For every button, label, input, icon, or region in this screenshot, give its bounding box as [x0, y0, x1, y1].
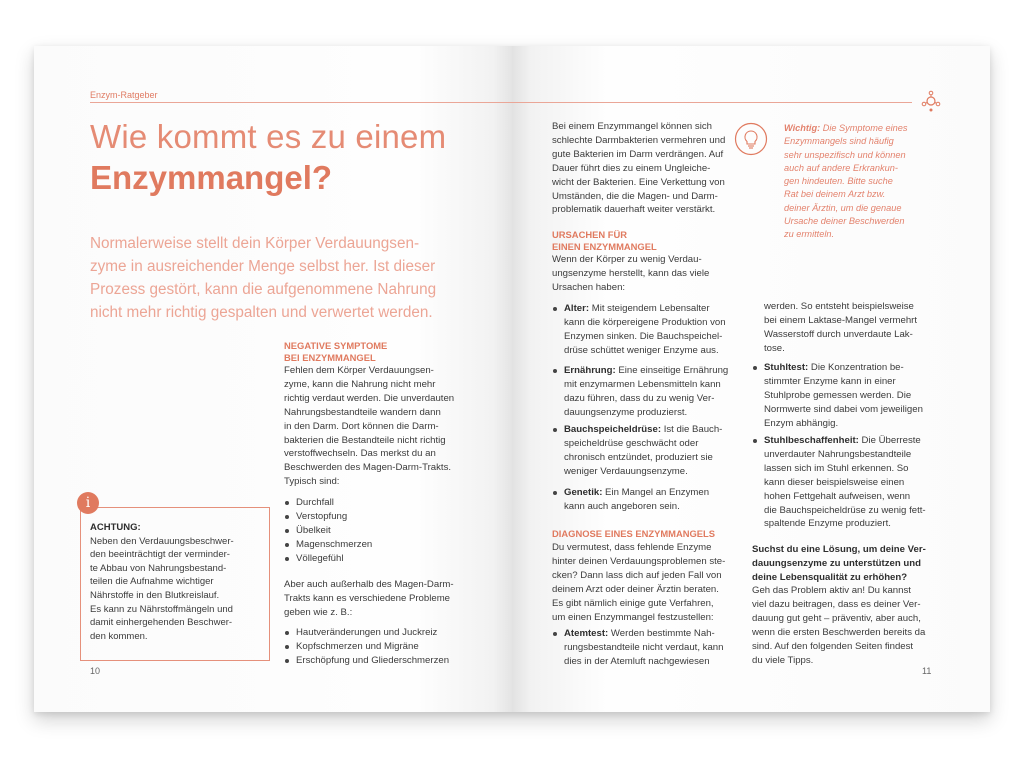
cause-label: Alter: [564, 303, 590, 314]
other-problems-list [284, 626, 449, 668]
text-line: Die Symptome eines [820, 123, 908, 133]
text-line: bei einem Laktase-Mangel vermehrt [764, 314, 918, 326]
text-line: die Bauchspeicheldrüse zu wenig fett- [764, 504, 926, 516]
text-line: Nährstoffe in den Blutkreislauf. [90, 589, 220, 601]
text-line: Ist die Bauch- [661, 424, 723, 435]
running-title: Enzym-Ratgeber [90, 90, 158, 100]
text-line: geben wie z. B.: [284, 606, 353, 618]
text-line: den kommen. [90, 630, 148, 642]
intro-text [552, 120, 725, 217]
text-line: Fehlen dem Körper Verdauungsen- [284, 365, 434, 376]
text-line: sind. Auf den folgenden Seiten findest [752, 640, 914, 652]
diagnosis-heading: DIAGNOSE EINES ENZYMMANGELS [552, 528, 716, 539]
text-line: mit enzymarmen Lebensmitteln kann [564, 378, 721, 390]
test-label: Atemtest: [564, 628, 609, 639]
text-line: kann auch angeboren sein. [564, 500, 680, 512]
text-line: Umständen, die die Magen- und Darm- [552, 190, 718, 202]
stuhlbeschaffenheit-item [752, 434, 926, 531]
text-line: deine Lebensqualität zu erhöhen? [752, 571, 908, 583]
text-line: kann die körpereigene Produktion von [564, 316, 726, 328]
text-line: Typisch sind: [284, 476, 340, 488]
text-line: Trakts kann es verschiedene Probleme [284, 592, 451, 604]
text-line: Ursache deiner Beschwerden [784, 216, 905, 227]
text-line: viel dazu beitragen, dass es deiner Ver- [752, 598, 921, 610]
page-number-right: 11 [922, 666, 932, 676]
text-line: dies in der Atemluft nachgewiesen [564, 655, 710, 667]
list-item: Übelkeit [284, 524, 372, 538]
text-line: Bei einem Enzymmangel können sich [552, 121, 712, 132]
text-line: Werden bestimmte Nah- [608, 628, 715, 639]
text-line: Enzymmangels sind häufig [784, 136, 894, 147]
intro-line: Prozess gestört, kann die aufgenommene Nahrung [90, 281, 437, 298]
text-line: bakterien die Bestandteile nicht richtig [284, 434, 446, 446]
text-line: Neben den Verdauungsbeschwer- [90, 535, 234, 547]
text-line: Stuhlprobe gemessen werden. Die [764, 389, 912, 401]
text-line: Normwerte sind dabei vom jeweiligen [764, 403, 923, 415]
text-line: weniger Verdauungsenzyme. [564, 465, 688, 477]
text-line: gen hindeuten. Bitte suche [784, 176, 893, 187]
page-title-line1: Wie kommt es zu einem [90, 118, 447, 155]
text-line: Rat bei deinem Arzt bzw. [784, 189, 886, 200]
closing-text [752, 584, 925, 667]
text-line: Wenn der Körper zu wenig Verdau- [552, 254, 702, 265]
atemtest-continued [764, 300, 917, 356]
list-item: Erschöpfung und Gliederschmerzen [284, 654, 449, 668]
text-line: dauungsenzyme produzierst. [564, 406, 688, 418]
text-line: Ein Mangel an Enzymen [602, 487, 710, 498]
list-item: Verstopfung [284, 510, 372, 524]
text-line: te Abbau von Nahrungsbestand- [90, 562, 227, 574]
symptoms-text [284, 364, 454, 489]
text-line: damit einhergehenden Beschwer- [90, 617, 233, 629]
text-line: Wasserstoff durch unverdaute Lak- [764, 328, 913, 340]
text-line: teilen die Aufnahme wichtiger [90, 576, 214, 588]
text-line: Aber auch außerhalb des Magen-Darm- [284, 579, 454, 590]
text-line: dauungsenzyme zu unterstützen und [752, 557, 921, 569]
text-line: Es kann zu Nährstoffmängeln und [90, 603, 233, 615]
list-item: Kopfschmerzen und Migräne [284, 640, 449, 654]
heading-line: EINEN ENZYMMANGEL [552, 241, 657, 252]
text-line: Eine einseitige Ernährung [615, 365, 729, 376]
symptoms-heading [284, 340, 387, 364]
text-line: Enzymen sinken. Die Bauchspeichel- [564, 330, 723, 342]
text-line: spaltende Enzyme produziert. [764, 518, 891, 530]
text-line: sehr unspezifisch und können [784, 149, 906, 160]
text-line: deiner Ärztin, um die genaue [784, 202, 902, 213]
stuhltest-item [752, 361, 923, 431]
text-line: hohen Fettgehalt aufweisen, wenn [764, 490, 911, 502]
note-label: Wichtig: [784, 123, 821, 133]
cause-label: Bauchspeicheldrüse: [564, 424, 662, 435]
intro-paragraph [90, 232, 462, 324]
text-line: Du vermutest, dass fehlende Enzyme [552, 542, 712, 553]
text-line: drüse schüttet weniger Enzyme aus. [564, 344, 719, 356]
text-line: Nahrungsbestandteile wandern dann [284, 406, 441, 418]
warning-title: ACHTUNG: [90, 522, 141, 533]
text-line: Die Konzentration be- [808, 362, 904, 373]
text-line: hinter deinen Verdauungsproblemen ste- [552, 555, 726, 567]
page-number-left: 10 [90, 666, 101, 676]
text-line: Die Überreste [858, 435, 921, 446]
text-line: gute Bakterien im Darm verdrängen. Auf [552, 148, 724, 160]
text-line: ungsenzyme herstellt, kann das viele [552, 267, 710, 279]
text-line: Dauer führt dies zu einem Ungleiche- [552, 162, 711, 174]
text-line: schlechte Darmbakterien vermehren und [552, 134, 726, 146]
text-line: rungsbestandteile nicht verdaut, kann [564, 641, 724, 653]
list-item: Durchfall [284, 496, 372, 510]
text-line: Ursachen haben: [552, 281, 626, 293]
cause-label: Ernährung: [564, 365, 616, 376]
cause-item [552, 423, 722, 479]
enzyme-logo-icon [920, 90, 942, 112]
text-line: richtig verdaut werden. Die unverdauten [284, 392, 455, 404]
text-line: werden. So entsteht beispielsweise [764, 301, 914, 312]
text-line: dazu führen, dass du zu wenig Ver- [564, 392, 715, 404]
heading-line: BEI ENZYMMANGEL [284, 352, 376, 363]
text-line: verstoffwechseln. Das merkst du an [284, 448, 436, 460]
important-note [784, 122, 907, 242]
list-item: Hautveränderungen und Juckreiz [284, 626, 449, 640]
other-problems-text [284, 578, 454, 620]
text-line: lassen sich im Stuhl erkennen. So [764, 462, 909, 474]
text-line: Enzym abhängig. [764, 417, 839, 429]
text-line: wenn die ersten Beschwerden bereits da [752, 626, 926, 638]
text-line: problematik dauerhaft weiter verstärkt. [552, 204, 716, 216]
text-line: zu ermitteln. [784, 229, 835, 240]
intro-line: Normalerweise stellt dein Körper Verdauungsen- [90, 235, 420, 252]
heading-line: URSACHEN FÜR [552, 229, 627, 240]
text-line: Geh das Problem aktiv an! Du kannst [752, 585, 911, 596]
cause-item [552, 302, 726, 358]
info-icon: i [77, 492, 99, 514]
text-line: du viele Tipps. [752, 654, 814, 666]
text-line: Mit steigendem Lebensalter [589, 303, 710, 314]
lightbulb-icon [734, 122, 768, 156]
cause-label: Genetik: [564, 487, 603, 498]
text-line: Beschwerden des Magen-Darm-Trakts. [284, 462, 452, 474]
text-line: in den Darm. Dort können die Darm- [284, 420, 439, 432]
text-line: um einen Enzymmangel festzustellen: [552, 611, 714, 623]
cause-item [552, 364, 728, 420]
closing-question [752, 543, 926, 585]
text-line: kann dieser beispielsweise einen [764, 476, 905, 488]
header-rule [512, 102, 912, 103]
text-line: tose. [764, 342, 785, 354]
brochure-spread [34, 46, 990, 712]
text-line: wicht der Bakterien. Eine Verkettung von [552, 176, 725, 188]
left-page [34, 46, 512, 712]
causes-heading [552, 229, 657, 253]
header-rule [90, 102, 512, 103]
causes-intro [552, 253, 709, 295]
text-line: stimmter Enzyme kann in einer [764, 375, 896, 387]
intro-line: zyme in ausreichender Menge selbst her. Ist dieser [90, 258, 436, 275]
cause-item [552, 486, 709, 514]
symptoms-list [284, 496, 372, 566]
list-item: Magenschmerzen [284, 538, 372, 552]
text-line: Es gibt nämlich einige gute Verfahren, [552, 597, 714, 609]
intro-line: nicht mehr richtig gespalten und verwertet werden. [90, 304, 433, 321]
warning-text [90, 521, 234, 643]
test-label: Stuhltest: [764, 362, 809, 373]
page-title-line2: Enzymmangel? [90, 159, 333, 196]
text-line: dauung gut geht – präventiv, aber auch, [752, 612, 921, 624]
list-item: Völlegefühl [284, 552, 372, 566]
heading-line: NEGATIVE SYMPTOME [284, 340, 388, 351]
text-line: cken? Dann lass dich auf jeden Fall von [552, 569, 722, 581]
test-label: Stuhlbeschaffenheit: [764, 435, 859, 446]
text-line: deinem Arzt oder deiner Ärztin beraten. [552, 583, 719, 595]
atemtest-item [552, 627, 723, 669]
text-line: Suchst du eine Lösung, um deine Ver- [752, 544, 926, 555]
text-line: auch auf andere Erkrankun- [784, 162, 898, 173]
text-line: chronisch entzündet, produziert sie [564, 451, 713, 463]
right-page [512, 46, 990, 712]
text-line: unverdauter Nahrungsbestandteile [764, 448, 912, 460]
diagnosis-text [552, 541, 725, 624]
text-line: den beeinträchtigt der verminder- [90, 549, 230, 561]
text-line: zyme, kann die Nahrung nicht mehr [284, 378, 436, 390]
text-line: speicheldrüse geschwächt oder [564, 437, 699, 449]
